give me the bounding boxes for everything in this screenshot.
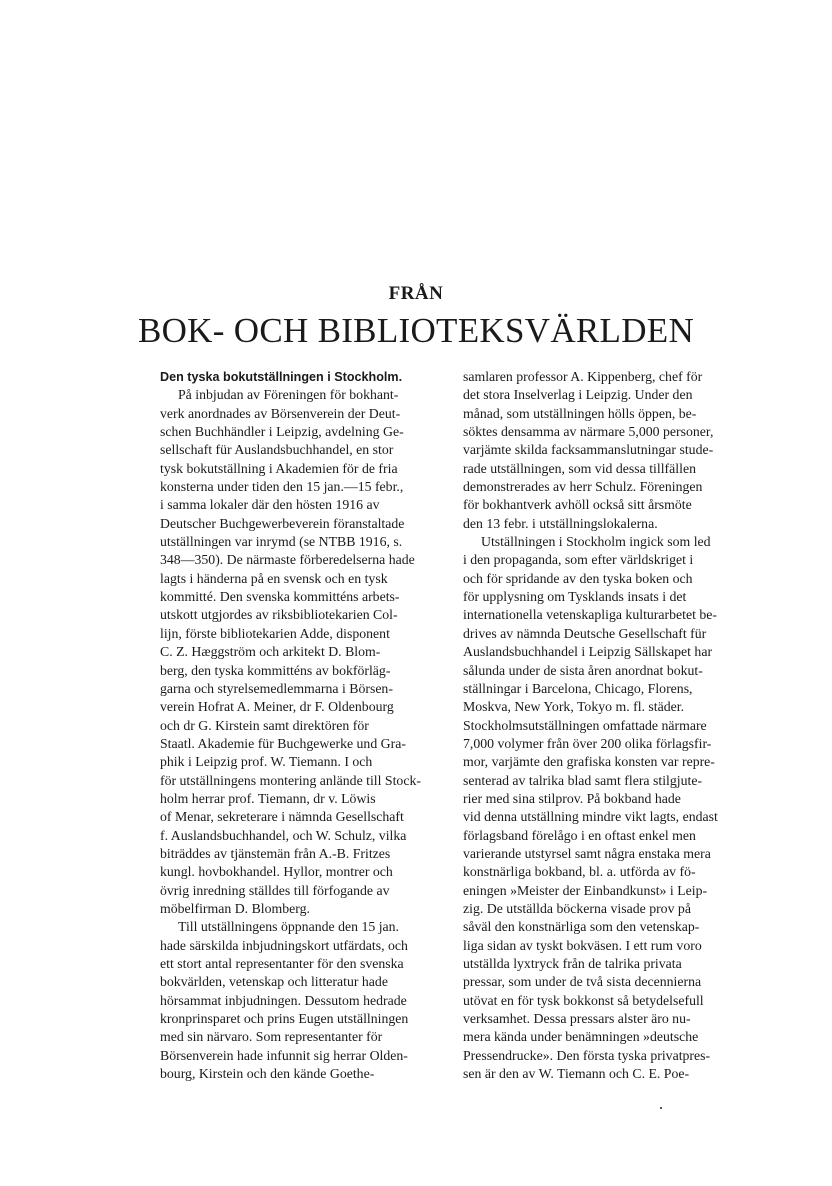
left-text-column: [160, 368, 442, 1083]
text-line: söktes densamma av närmare 5,000 personer,: [463, 424, 714, 440]
text-line: rier med sina stilprov. På bokband hade: [463, 790, 681, 806]
text-line: kronprinsparet och prins Eugen utställningen: [160, 1011, 409, 1027]
text-line: övrig inredning ställdes till förfogande av: [160, 882, 390, 898]
text-line: holm herrar prof. Tiemann, dr v. Löwis: [160, 790, 376, 806]
text-line: förlagsband förelågo i en oftast enkel men: [463, 827, 696, 843]
text-line: och dr G. Kirstein samt direktören för: [160, 717, 369, 733]
text-line: i den propaganda, som efter världskriget i: [463, 552, 694, 568]
text-line: för upplysning om Tysklands insats i det: [463, 589, 687, 605]
text-line: ett stort antal representanter för den svenska: [160, 956, 404, 971]
text-line: of Menar, sekreterare i nämnda Gesellschaft: [160, 809, 404, 825]
text-line: såväl den konstnärliga som den vetenskap-: [463, 919, 700, 935]
text-line: verein Hofrat A. Meiner, dr F. Oldenbourg: [160, 699, 394, 715]
section-title: BOK- OCH BIBLIOTEKSVÄRLDEN: [137, 311, 695, 350]
text-line: varierande utstyrsel samt några enstaka mera: [463, 845, 711, 861]
text-line: utövat en för tysk bokkonst så betydelsefull: [463, 992, 704, 1008]
text-line: zig. De utställda böckerna visade prov på: [463, 900, 691, 916]
text-line: På inbjudan av Föreningen för bokhant-: [178, 387, 399, 403]
text-line: biträddes av tjänstemän från A.-B. Fritzes: [160, 845, 391, 861]
text-line: lijn, förste bibliotekarien Adde, disponent: [160, 625, 390, 641]
text-line: drives av nämnda Deutsche Gesellschaft für: [463, 625, 707, 641]
text-line: bokvärlden, vetenskap och litteratur hade: [160, 974, 388, 990]
text-line: månad, som utställningen hölls öppen, be-: [463, 405, 697, 421]
text-line: kommitté. Den svenska kommitténs arbets-: [160, 589, 400, 605]
text-line: hade särskilda inbjudningskort utfärdats, och: [160, 937, 408, 953]
text-line: och för spridande av den tyska boken och: [463, 570, 693, 586]
text-line: Utställningen i Stockholm ingick som led: [481, 534, 711, 550]
text-line: sålunda under de sista åren anordnat bokut-: [463, 662, 703, 678]
text-line: Till utställningens öppnande den 15 jan.: [178, 919, 399, 935]
text-line: sellschaft für Auslandsbuchhandel, en stor: [160, 442, 394, 458]
text-line: utställda lyxtryck från de talrika privata: [463, 956, 682, 971]
text-line: ställningar i Barcelona, Chicago, Florens,: [463, 680, 693, 696]
text-line: lagts i händerna på en svensk och en tysk: [160, 570, 388, 586]
text-line: liga sidan av tyskt bokväsen. I ett rum voro: [463, 937, 702, 953]
text-line: f. Auslandsbuchhandel, och W. Schulz, vilka: [160, 827, 407, 843]
text-line: garna och styrelsemedlemmarna i Börsen-: [160, 680, 393, 696]
speck-mark: [660, 1107, 662, 1109]
text-line: internationella vetenskapliga kulturarbetet be-: [463, 607, 717, 623]
text-line: bourg, Kirstein och den kände Goethe-: [160, 1066, 375, 1082]
text-line: för bokhantverk avhöll också sitt årsmöte: [463, 497, 692, 513]
text-line: Moskva, New York, Tokyo m. fl. städer.: [463, 699, 685, 715]
text-line: 348—350). De närmaste förberedelserna hade: [160, 552, 415, 568]
text-line: möbelfirman D. Blomberg.: [160, 900, 310, 916]
text-line: verk anordnades av Börsenverein der Deut-: [160, 405, 401, 421]
text-line: Staatl. Akademie für Buchgewerke und Gra-: [160, 735, 406, 751]
text-line: utställningen var inrymd (se NTBB 1916, s.: [160, 534, 403, 550]
text-line: 7,000 volymer från över 200 olika förlagsfir-: [463, 735, 712, 751]
text-line: senterad av talrika blad samt flera stilgjute-: [463, 772, 703, 788]
text-line: rade utställningen, som vid dessa tillfällen: [463, 460, 696, 476]
text-line: mera kända under benämningen »deutsche: [463, 1029, 699, 1045]
text-line: konsterna under tiden den 15 jan.—15 febr.,: [160, 479, 404, 495]
text-line: med sin närvaro. Som representanter för: [160, 1029, 383, 1045]
text-line: utskott utgjordes av riksbibliotekarien Col-: [160, 607, 398, 623]
text-line: hörsammat inbjudningen. Dessutom hedrade: [160, 992, 407, 1008]
section-kicker: FRÅN: [388, 283, 444, 304]
right-text-column: [463, 368, 749, 1083]
text-line: C. Z. Hæggström och arkitekt D. Blom-: [160, 644, 381, 660]
text-line: i samma lokaler där den hösten 1916 av: [160, 497, 380, 513]
article-heading: Den tyska bokutställningen i Stockholm.: [160, 370, 403, 384]
text-line: tysk bokutställning i Akademien för de fria: [160, 460, 398, 476]
text-line: det stora Inselverlag i Leipzig. Under den: [463, 387, 693, 403]
text-line: varjämte skilda facksammanslutningar stude-: [463, 442, 714, 458]
text-line: pressar, som under de två sista decennierna: [463, 974, 702, 990]
text-line: kungl. hovbokhandel. Hyllor, montrer och: [160, 864, 393, 880]
text-line: phik i Leipzig prof. W. Tiemann. I och: [160, 754, 373, 770]
text-line: mor, varjämte den grafiska konsten var repre-: [463, 754, 715, 770]
text-line: Deutscher Buchgewerbeverein föranstaltade: [160, 515, 405, 531]
text-line: sen är den av W. Tiemann och C. E. Poe-: [463, 1066, 690, 1082]
text-line: samlaren professor A. Kippenberg, chef för: [463, 369, 703, 384]
text-line: Pressendrucke». Den första tyska privatpres-: [463, 1047, 711, 1063]
text-line: den 13 febr. i utställningslokalerna.: [463, 515, 658, 531]
text-line: schen Buchhändler i Leipzig, avdelning Ge-: [160, 424, 404, 440]
text-line: eningen »Meister der Einbandkunst» i Leip-: [463, 882, 708, 898]
text-line: för utställningens montering anlände till Stock-: [160, 772, 421, 788]
text-line: Börsenverein hade infunnit sig herrar Olden-: [160, 1047, 408, 1063]
text-line: demonstrerades av herr Schulz. Föreningen: [463, 479, 703, 495]
text-line: Auslandsbuchhandel i Leipzig Sällskapet har: [463, 644, 713, 660]
text-line: konstnärliga bokband, bl. a. utförda av fö-: [463, 864, 696, 880]
text-line: vid denna utställning mindre vikt lagts, endast: [463, 809, 718, 825]
text-line: berg, den tyska kommitténs av bokförläg-: [160, 662, 391, 678]
text-line: verksamhet. Dessa pressars alster äro nu-: [463, 1011, 691, 1027]
text-line: Stockholmsutställningen omfattade närmare: [463, 717, 707, 733]
